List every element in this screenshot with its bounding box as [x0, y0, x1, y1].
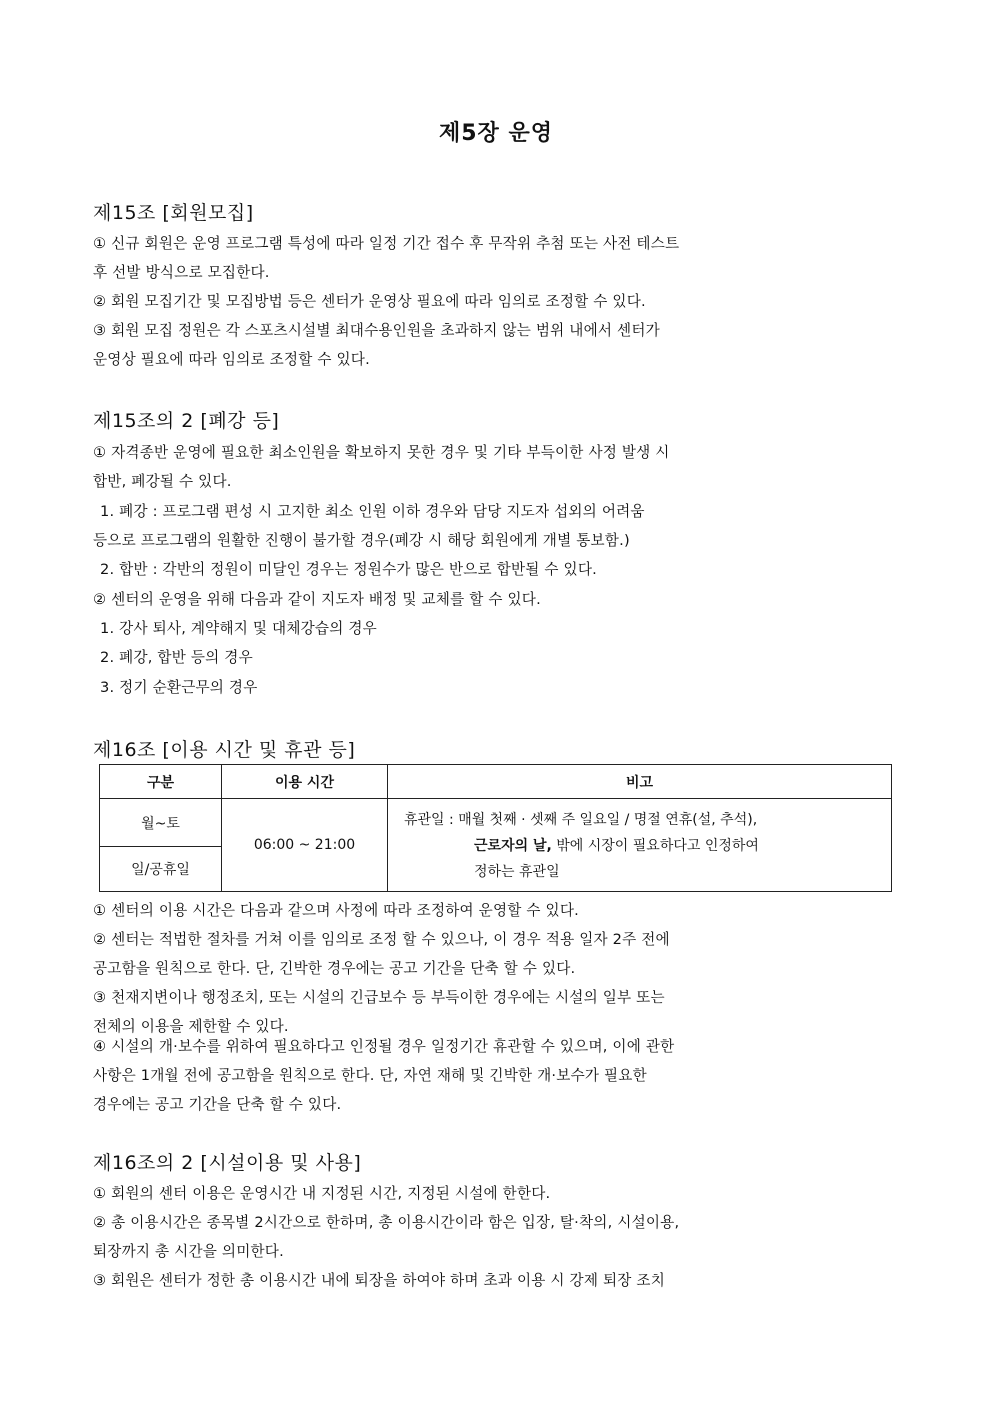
article-16-line: ③ 천재지변이나 행정조치, 또는 시설의 긴급보수 등 부득이한 경우에는 시설의 일부 또는	[93, 989, 665, 1006]
table-cell-holiday: 일/공휴일	[100, 847, 222, 892]
table-header-category: 구분	[100, 765, 222, 799]
note-text: 밖에 시장이 필요하다고 인정하여	[551, 838, 759, 854]
article-15-line: ② 회원 모집기간 및 모집방법 등은 센터가 운영상 필요에 따라 임의로 조정할 수 있다.	[93, 293, 646, 310]
table-cell-note	[388, 799, 892, 892]
article-16-line: ④ 시설의 개·보수를 위하여 필요하다고 인정될 경우 일정기간 휴관할 수 있으며, 이에 관한	[93, 1038, 675, 1055]
note-line: 정하는 휴관일	[474, 864, 560, 880]
article-15-line: 후 선발 방식으로 모집한다.	[93, 264, 270, 281]
table-cell-hours: 06:00 ~ 21:00	[222, 799, 388, 892]
article-16-line: 사항은 1개월 전에 공고함을 원칙으로 한다. 단, 자연 재해 및 긴박한 개·보수가 필요한	[93, 1067, 647, 1084]
article-15-2-line: 1. 강사 퇴사, 계약해지 및 대체강습의 경우	[100, 620, 377, 637]
article-15-line: ① 신규 회원은 운영 프로그램 특성에 따라 일정 기간 접수 후 무작위 추첨 또는 사전 테스트	[93, 235, 680, 252]
article-15-2-line: 1. 폐강 : 프로그램 편성 시 고지한 최소 인원 이하 경우와 담당 지도자 섭외의 어려움	[100, 503, 645, 520]
article-15-2-line: 합반, 폐강될 수 있다.	[93, 473, 232, 490]
table-header-hours: 이용 시간	[222, 765, 388, 799]
note-line: 휴관일 : 매월 첫째 · 셋째 주 일요일 / 명절 연휴(설, 추석),	[404, 812, 758, 828]
article-15-2-line: 3. 정기 순환근무의 경우	[100, 679, 258, 696]
table-cell-weekday: 월~토	[100, 799, 222, 847]
article-15-line: 운영상 필요에 따라 임의로 조정할 수 있다.	[93, 351, 370, 368]
article-15-2-line: 등으로 프로그램의 원활한 진행이 불가할 경우(폐강 시 해당 회원에게 개별 통보함.)	[93, 532, 630, 549]
article-15-2-line: ② 센터의 운영을 위해 다음과 같이 지도자 배정 및 교체를 할 수 있다.	[93, 591, 541, 608]
article-16-line: ② 센터는 적법한 절차를 거쳐 이를 임의로 조정 할 수 있으나, 이 경우 적용 일자 2주 전에	[93, 931, 670, 948]
article-16-2-line: 퇴장까지 총 시간을 의미한다.	[93, 1243, 284, 1260]
article-15-2-line: 2. 폐강, 합반 등의 경우	[100, 649, 253, 666]
usage-hours-table	[99, 764, 892, 892]
note-line	[388, 833, 891, 859]
table-header-note: 비고	[388, 765, 892, 799]
article-16-line: 공고함을 원칙으로 한다. 단, 긴박한 경우에는 공고 기간을 단축 할 수 있다.	[93, 960, 576, 977]
article-15-2-line: ① 자격종반 운영에 필요한 최소인원을 확보하지 못한 경우 및 기타 부득이한 사정 발생 시	[93, 444, 670, 461]
article-16-2-heading: 제16조의 2 [시설이용 및 사용]	[93, 1152, 362, 1174]
article-16-2-line: ③ 회원은 센터가 정한 총 이용시간 내에 퇴장을 하여야 하며 초과 이용 시 강제 퇴장 조치	[93, 1272, 665, 1289]
article-15-2-line: 2. 합반 : 각반의 정원이 미달인 경우는 정원수가 많은 반으로 합반될 수 있다.	[100, 561, 597, 578]
article-15-heading: 제15조 [회원모집]	[93, 202, 254, 224]
article-16-2-line: ② 총 이용시간은 종목별 2시간으로 한하며, 총 이용시간이라 함은 입장, 탈·착의, 시설이용,	[93, 1214, 680, 1231]
article-16-2-line: ① 회원의 센터 이용은 운영시간 내 지정된 시간, 지정된 시설에 한한다.	[93, 1185, 551, 1202]
article-16-line: ① 센터의 이용 시간은 다음과 같으며 사정에 따라 조정하여 운영할 수 있다.	[93, 902, 579, 919]
article-15-line: ③ 회원 모집 정원은 각 스포츠시설별 최대수용인원을 초과하지 않는 범위 내에서 센터가	[93, 322, 660, 339]
article-15-2-heading: 제15조의 2 [폐강 등]	[93, 410, 280, 432]
article-16-heading: 제16조 [이용 시간 및 휴관 등]	[93, 739, 356, 761]
table-row	[100, 799, 892, 847]
note-bold-text: 근로자의 날,	[474, 838, 552, 854]
article-16-line: 전체의 이용을 제한할 수 있다.	[93, 1018, 289, 1035]
table-header-row	[100, 765, 892, 799]
article-16-line: 경우에는 공고 기간을 단축 할 수 있다.	[93, 1096, 342, 1113]
chapter-title: 제5장 운영	[439, 121, 553, 146]
